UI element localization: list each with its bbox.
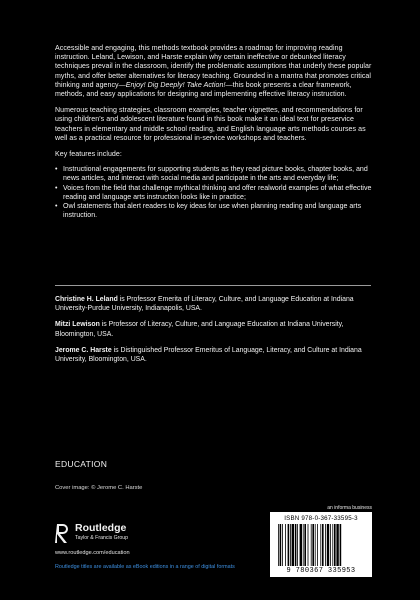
- description-paragraph-2: Numerous teaching strategies, classroom examples, teacher vignettes, and recommendations for using children’s and adolescent literature found in this book make it an ideal text for preservice teachers in elementary and middle school reading, and English language arts methods courses as well as a practical resource for professional in-service workshops and teachers.: [55, 107, 366, 142]
- routledge-logo-icon: [55, 521, 71, 545]
- description-paragraph-1: Accessible and engaging, this methods textbook provides a roadmap for improving reading instruction. Leland, Lewison, and Harste explain why certain ineffective or debunked literacy techniques prevail in the classroom, identify the problematic assumptions that underly these popular myths, and offer better alternatives for literacy teaching. Grounded in a mantra that promotes critical thinking and agency—Enjoy! Dig Deeply! Take Action!—this book presents a clear framework, methods, and easy applications for designing and implementing effective literacy instruction.: [55, 45, 372, 99]
- author-bio: Mitzi Lewison is Professor of Literacy, Culture, and Language Education at Indiana University, Bloomington, USA.: [55, 321, 344, 338]
- isbn-barcode-block: [270, 512, 372, 577]
- isbn-label: ISBN 978-0-367-33595-3: [284, 515, 358, 522]
- author-bio: Jerome C. Harste is Distinguished Professor Emeritus of Language, Literacy, and Culture at Indiana University, Bloomington, USA.: [55, 346, 362, 364]
- feature-item: • Instructional engagements for supporting students as they read picture books, chapter books, and news articles, and interact with social media and participate in the arts and everyday life;: [55, 166, 368, 183]
- bullet-icon: •: [55, 184, 58, 192]
- bullet-icon: •: [55, 166, 58, 174]
- subject-category: EDUCATION: [55, 459, 108, 469]
- barcode-digits: 9 780367 335953: [286, 567, 356, 575]
- author-bio: Christine H. Leland is Professor Emerita of Literacy, Culture, and Language Education at Indiana University-Purdue University, Indianapolis, USA.: [55, 296, 354, 313]
- author-name: Mitzi Lewison: [55, 321, 100, 329]
- publisher-subtitle: Taylor & Francis Group: [75, 535, 129, 541]
- author-name: Christine H. Leland: [55, 296, 118, 303]
- publisher-name: Routledge: [75, 522, 127, 534]
- feature-item: • Voices from the field that challenge mythical thinking and offer realworld examples of what effective reading and language arts instruction looks like in practice;: [55, 184, 372, 201]
- features-heading: Key features include:: [55, 151, 122, 159]
- ebook-note: Routledge titles are available as eBook editions in a range of digital formats: [55, 564, 235, 570]
- cover-credit: Cover image: © Jerome C. Harste: [55, 485, 143, 491]
- barcode-icon: [276, 524, 366, 566]
- publisher-url: www.routledge.com/education: [55, 550, 130, 556]
- book-description: [55, 44, 373, 220]
- bullet-icon: •: [55, 203, 58, 211]
- feature-item: • Owl statements that alert readers to key ideas for use when planning reading and language arts instruction.: [55, 203, 362, 220]
- informa-tagline: an informa business: [327, 505, 372, 511]
- author-name: Jerome C. Harste: [55, 346, 112, 354]
- author-bios: [55, 295, 373, 371]
- mantra: Enjoy! Dig Deeply! Take Action!: [125, 81, 226, 89]
- features-list: [55, 165, 373, 220]
- divider: [55, 285, 371, 286]
